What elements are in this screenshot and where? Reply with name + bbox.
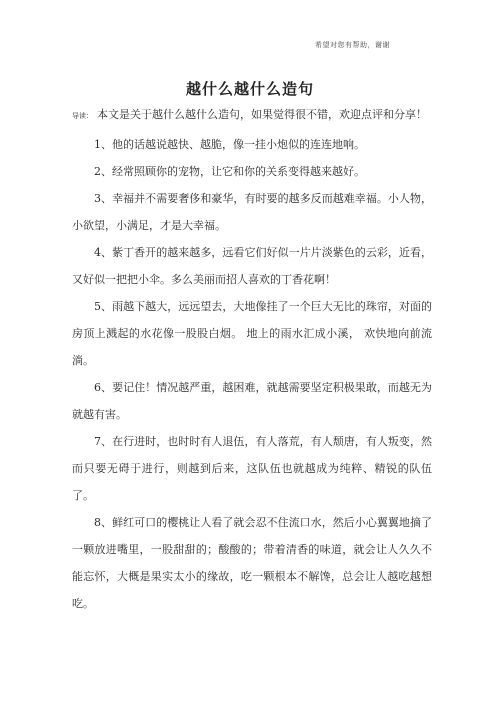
sentence-paragraph: 5、雨越下越大，远远望去，大地像挂了一个巨大无比的珠帘，对面的房顶上溅起的水花像一股股白烟。 地上的雨水汇成小溪， 欢快地向前流淌。 [72,300,432,367]
intro-lead: 导读： [72,112,93,120]
sentence-paragraph: 2、经常照顾你的宠物，让它和你的关系变得越来越好。 [94,165,365,178]
sentence-paragraph: 3、幸福并不需要奢侈和豪华，有时要的越多反而越难幸福。小人物，小欲望，小满足，才是大幸福。 [72,192,432,232]
intro-text: 本文是关于越什么越什么造句，如果觉得很不错，欢迎点评和分享！ [97,108,427,121]
sentence-paragraph: 4、紫丁香开的越来越多，远看它们好似一片片淡紫色的云彩，近看，又好似一把把小伞。多么美丽而招人喜欢的丁香花啊！ [72,246,432,286]
intro-paragraph [72,104,432,127]
page-title: 越什么越什么造句 [185,80,314,98]
header-note: 希望对您有帮助，谢谢 [315,41,390,49]
sentence-paragraph: 6、要记住！情况越严重，越困难，就越需要坚定积极果敢，而越无为就越有害。 [72,381,432,421]
sentence-paragraph: 1、他的话越说越快、越脆，像一挂小炮似的连连地响。 [94,138,365,151]
sentence-paragraph: 8、鲜红可口的樱桃让人看了就会忍不住流口水，然后小心翼翼地摘了一颗放进嘴里，一股甜甜的；酸酸的；带着清香的味道，就会让人久久不能忘怀，大概是果实太小的缘故，吃一颗根本不解馋，总会让人越吃越想吃。 [72,516,432,610]
sentence-paragraph: 7、在行进时，也时时有人退伍，有人落荒，有人颓唐，有人叛变，然而只要无碍于进行，则越到后来，这队伍也就越成为纯粹、精锐的队伍了。 [72,435,432,502]
document-body [72,104,432,617]
